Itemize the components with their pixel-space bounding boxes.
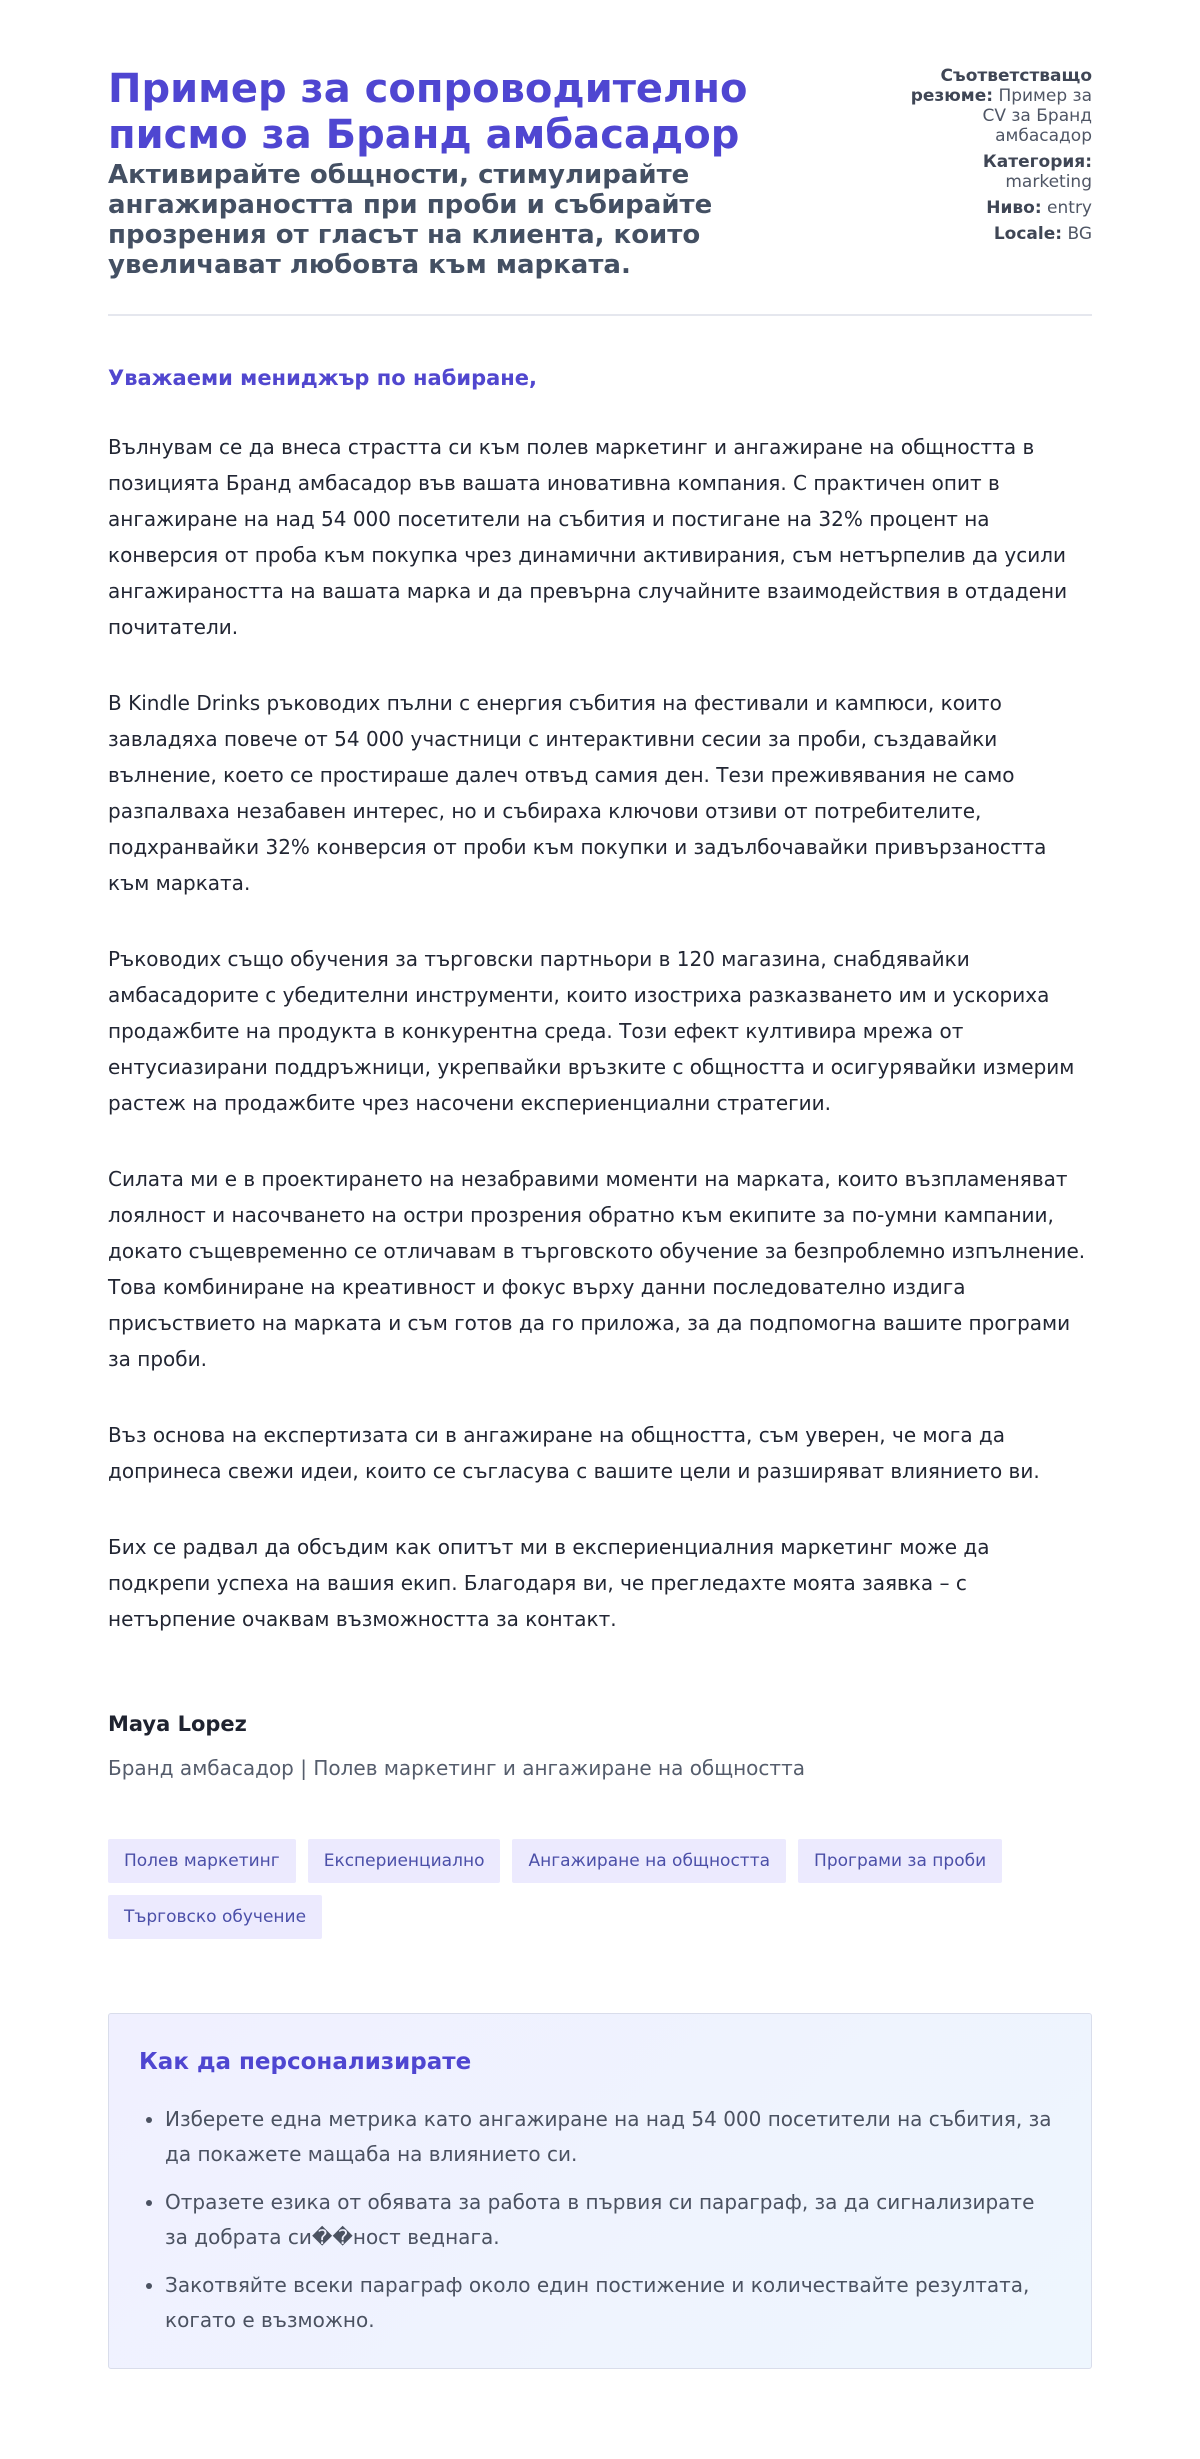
tag-field-marketing: Полев маркетинг	[108, 1839, 296, 1883]
letter-content	[108, 316, 1092, 2369]
tip-item-3: • Закотвяйте всеки параграф около един постижение и количеcтвайте резултата, когато е възможно.	[165, 2268, 1061, 2338]
page-subtitle: Активирайте общности, стимулирайте ангажираността при проби и събирайте прозрения от гласът на клиента, които увеличават любовта към марката.	[108, 160, 713, 280]
locale-value: BG	[1067, 224, 1092, 244]
letter-paragraph-4: Силата ми е в проектирането на незабравими моменти на марката, които възпламеняват лоялност и насочването на остри прозрения обратно към екипите за по-умни кампании, докато същевременно се отличавам в търговското обучение за безпроблемно изпълнение. Това комбиниране на креативност и фокус върху данни последователно издига присъствието на марката и съм готов да го приложа, за да подпомогна вашите програми за проби.	[108, 1167, 1086, 1371]
tag-trade-training: Търговско обучение	[108, 1895, 322, 1939]
category-label: Категория:	[982, 152, 1092, 172]
signature-title: Бранд амбасадор | Полев маркетинг и ангажиране на общността	[108, 1756, 805, 1780]
metadata-panel	[892, 66, 1092, 250]
tag-community-engagement: Ангажиране на общността	[512, 1839, 786, 1883]
tip-item-2: • Отразете езика от обявата за работа в първия си параграф, за да сигнализирате за добрата си��ност веднага.	[165, 2185, 1061, 2255]
category-value: marketing	[1005, 172, 1092, 192]
letter-paragraph-5: Въз основа на експертизата си в ангажиране на общността, съм уверен, че мога да допринеса свежи идеи, които се съгласува с вашите цели и разширяват влиянието ви.	[108, 1423, 1040, 1483]
locale-label: Locale:	[993, 224, 1063, 244]
matching-resume-label: Съответстващо резюме:	[910, 66, 1092, 106]
level-value: entry	[1047, 198, 1092, 218]
title-block	[108, 66, 868, 280]
salutation: Уважаеми мениджър по набиране,	[108, 366, 538, 390]
page-header	[108, 66, 1092, 316]
tip-item-1: • Изберете една метрика като ангажиране на над 54 000 посетители на събития, за да покажете мащаба на влиянието си.	[165, 2102, 1061, 2172]
letter-paragraph-2: В Kindle Drinks ръководих пълни с енергия събития на фестивали и кампюси, които завладяха повече от 54 000 участници с интерактивни сесии за проби, създавайки вълнение, което се простираше далеч отвъд самия ден. Тези преживявания не само разпалваха незабавен интерес, но и събираха ключови отзиви от потребителите, подхранвайки 32% конверсия от проби към покупки и задълбочавайки привързаността към марката.	[108, 691, 1047, 895]
page-title: Пример за сопроводително писмо за Бранд амбасадор	[108, 66, 748, 158]
tag-list	[108, 1839, 1092, 1939]
tips-title: Как да персонализирате	[139, 2049, 472, 2075]
category-meta	[892, 152, 1092, 192]
letter-paragraph-6: Бих се радвал да обсъдим как опитът ми в експериенциалния маркетинг може да подкрепи успеха на вашия екип. Благодаря ви, че прегледахте моята заявка – с нетърпение очаквам възможността за контакт.	[108, 1535, 990, 1631]
signature-name: Maya Lopez	[108, 1712, 247, 1736]
tips-list	[139, 2102, 1061, 2338]
letter-paragraph-3: Ръководих също обучения за търговски партньори в 120 магазина, снабдявайки амбасадорите с убедителни инструменти, които изостриха разказването им и ускориха продажбите на продукта в конкурентна среда. Този ефект култивира мрежа от ентусиазирани поддръжници, укрепвайки връзките с общността и осигурявайки измерим растеж на продажбите чрез насочени експериенциални стратегии.	[108, 947, 1075, 1115]
signature-block	[108, 1677, 1092, 1781]
matching-resume-value: Пример за CV за Бранд амбасадор	[982, 86, 1092, 146]
personalization-tips-box	[108, 2013, 1092, 2369]
level-meta	[892, 198, 1092, 218]
letter-paragraph-1: Вълнувам се да внеса страстта си към полев маркетинг и ангажиране на общността в позицията Бранд амбасадор във вашата иновативна компания. С практичен опит в ангажиране на над 54 000 посетители на събития и постигане на 32% процент на конверсия от проба към покупка чрез динамични активирания, съм нетърпелив да усили ангажираността на вашата марка и да превърна случайните взаимодействия в отдадени почитатели.	[108, 435, 1068, 639]
matching-resume-meta	[892, 66, 1092, 146]
cover-letter-page	[108, 0, 1092, 2369]
tag-experiential: Експериенциално	[308, 1839, 501, 1883]
level-label: Ниво:	[986, 198, 1042, 218]
tag-sampling-programs: Програми за проби	[798, 1839, 1002, 1883]
locale-meta	[892, 224, 1092, 244]
